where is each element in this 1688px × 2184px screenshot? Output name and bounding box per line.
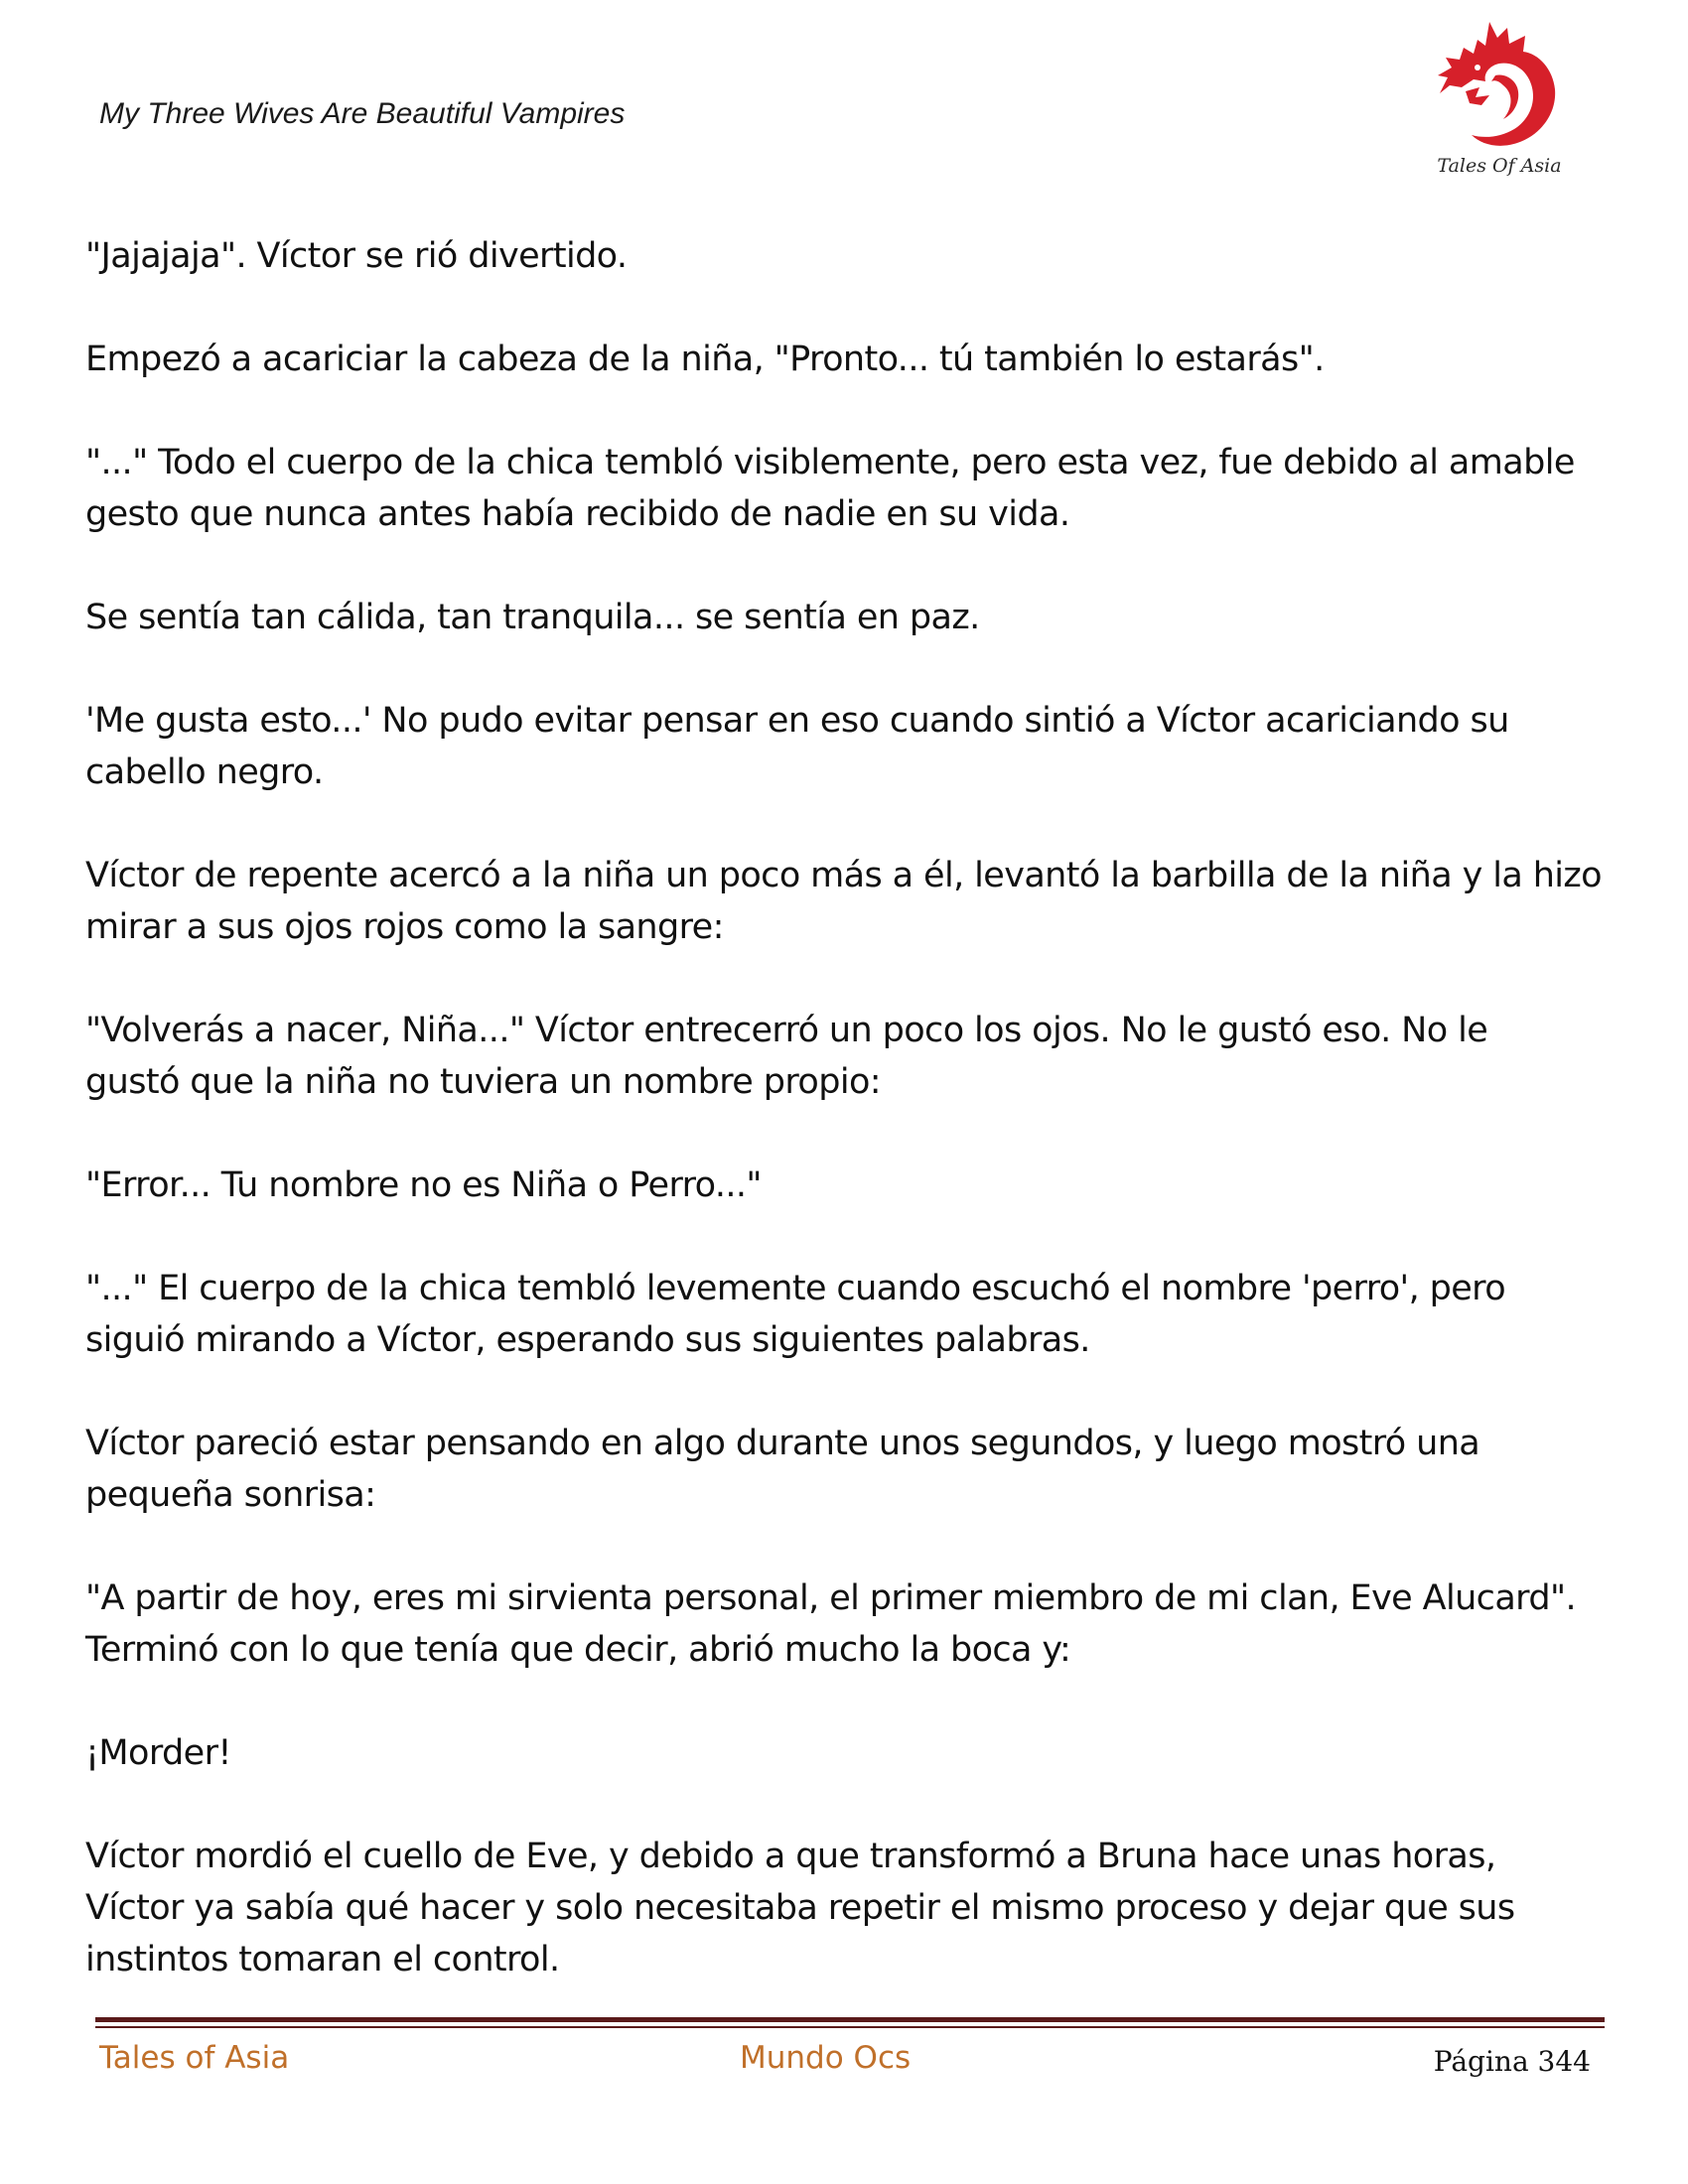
paragraph-line: 'Me gusta esto...' No pudo evitar pensar en eso cuando sintió a Víctor acariciando su — [85, 701, 1509, 741]
paragraph-line: Terminó con lo que tenía que decir, abrió mucho la boca y: — [85, 1630, 1071, 1670]
paragraph-line: instintos tomaran el control. — [85, 1940, 560, 1979]
paragraph-line: Víctor de repente acercó a la niña un poco más a él, levantó la barbilla de la niña y la hizo — [85, 856, 1602, 895]
paragraph-line: "Volverás a nacer, Niña..." Víctor entrecerró un poco los ojos. No le gustó eso. No le — [85, 1011, 1488, 1050]
paragraph — [85, 592, 1624, 643]
paragraph — [85, 695, 1624, 798]
paragraph — [85, 1727, 1624, 1779]
paragraph-line: cabello negro. — [85, 752, 324, 792]
paragraph-line: Empezó a acariciar la cabeza de la niña, "Pronto... tú también lo estarás". — [85, 340, 1325, 379]
paragraph-line: Víctor pareció estar pensando en algo durante unos segundos, y luego mostró una — [85, 1424, 1480, 1463]
paragraph-line: "A partir de hoy, eres mi sirvienta personal, el primer miembro de mi clan, Eve Alucard". — [85, 1578, 1576, 1618]
paragraph — [85, 1418, 1624, 1521]
paragraph-line: gustó que la niña no tuviera un nombre propio: — [85, 1062, 881, 1102]
paragraph — [85, 1263, 1624, 1366]
logo-text: Tales Of Asia — [1437, 155, 1562, 177]
tales-of-asia-logo — [1430, 18, 1569, 187]
paragraph-line: mirar a sus ojos rojos como la sangre: — [85, 907, 724, 947]
paragraph-line: "..." El cuerpo de la chica tembló levemente cuando escuchó el nombre 'perro', pero — [85, 1269, 1506, 1308]
red-dragon-icon — [1430, 18, 1569, 157]
paragraph-line: "..." Todo el cuerpo de la chica tembló visiblemente, pero esta vez, fue debido al amable — [85, 443, 1575, 482]
paragraph-line: gesto que nunca antes había recibido de nadie en su vida. — [85, 494, 1070, 534]
page-number: Página 344 — [1433, 2045, 1591, 2078]
paragraph-line: pequeña sonrisa: — [85, 1475, 376, 1515]
footer-publisher: Tales of Asia — [99, 2040, 290, 2076]
paragraph — [85, 1572, 1624, 1676]
paragraph — [85, 1831, 1624, 1985]
page-body — [85, 230, 1624, 2037]
paragraph-line: Se sentía tan cálida, tan tranquila... se sentía en paz. — [85, 598, 980, 637]
paragraph — [85, 1160, 1624, 1211]
footer-rule — [95, 2017, 1605, 2022]
paragraph — [85, 230, 1624, 282]
paragraph-line: ¡Morder! — [85, 1733, 231, 1773]
paragraph-line: Víctor mordió el cuello de Eve, y debido a que transformó a Bruna hace unas horas, — [85, 1837, 1496, 1876]
book-title: My Three Wives Are Beautiful Vampires — [99, 97, 626, 130]
paragraph-line: siguió mirando a Víctor, esperando sus siguientes palabras. — [85, 1320, 1090, 1360]
paragraph — [85, 334, 1624, 385]
paragraph — [85, 1005, 1624, 1108]
paragraph-line: "Error... Tu nombre no es Niña o Perro..." — [85, 1165, 762, 1205]
paragraph — [85, 850, 1624, 953]
footer-rule-thin — [95, 2026, 1605, 2028]
footer-site: Mundo Ocs — [740, 2040, 912, 2076]
paragraph — [85, 437, 1624, 540]
paragraph-line: "Jajajaja". Víctor se rió divertido. — [85, 236, 628, 276]
paragraph-line: Víctor ya sabía qué hacer y solo necesitaba repetir el mismo proceso y dejar que sus — [85, 1888, 1515, 1928]
